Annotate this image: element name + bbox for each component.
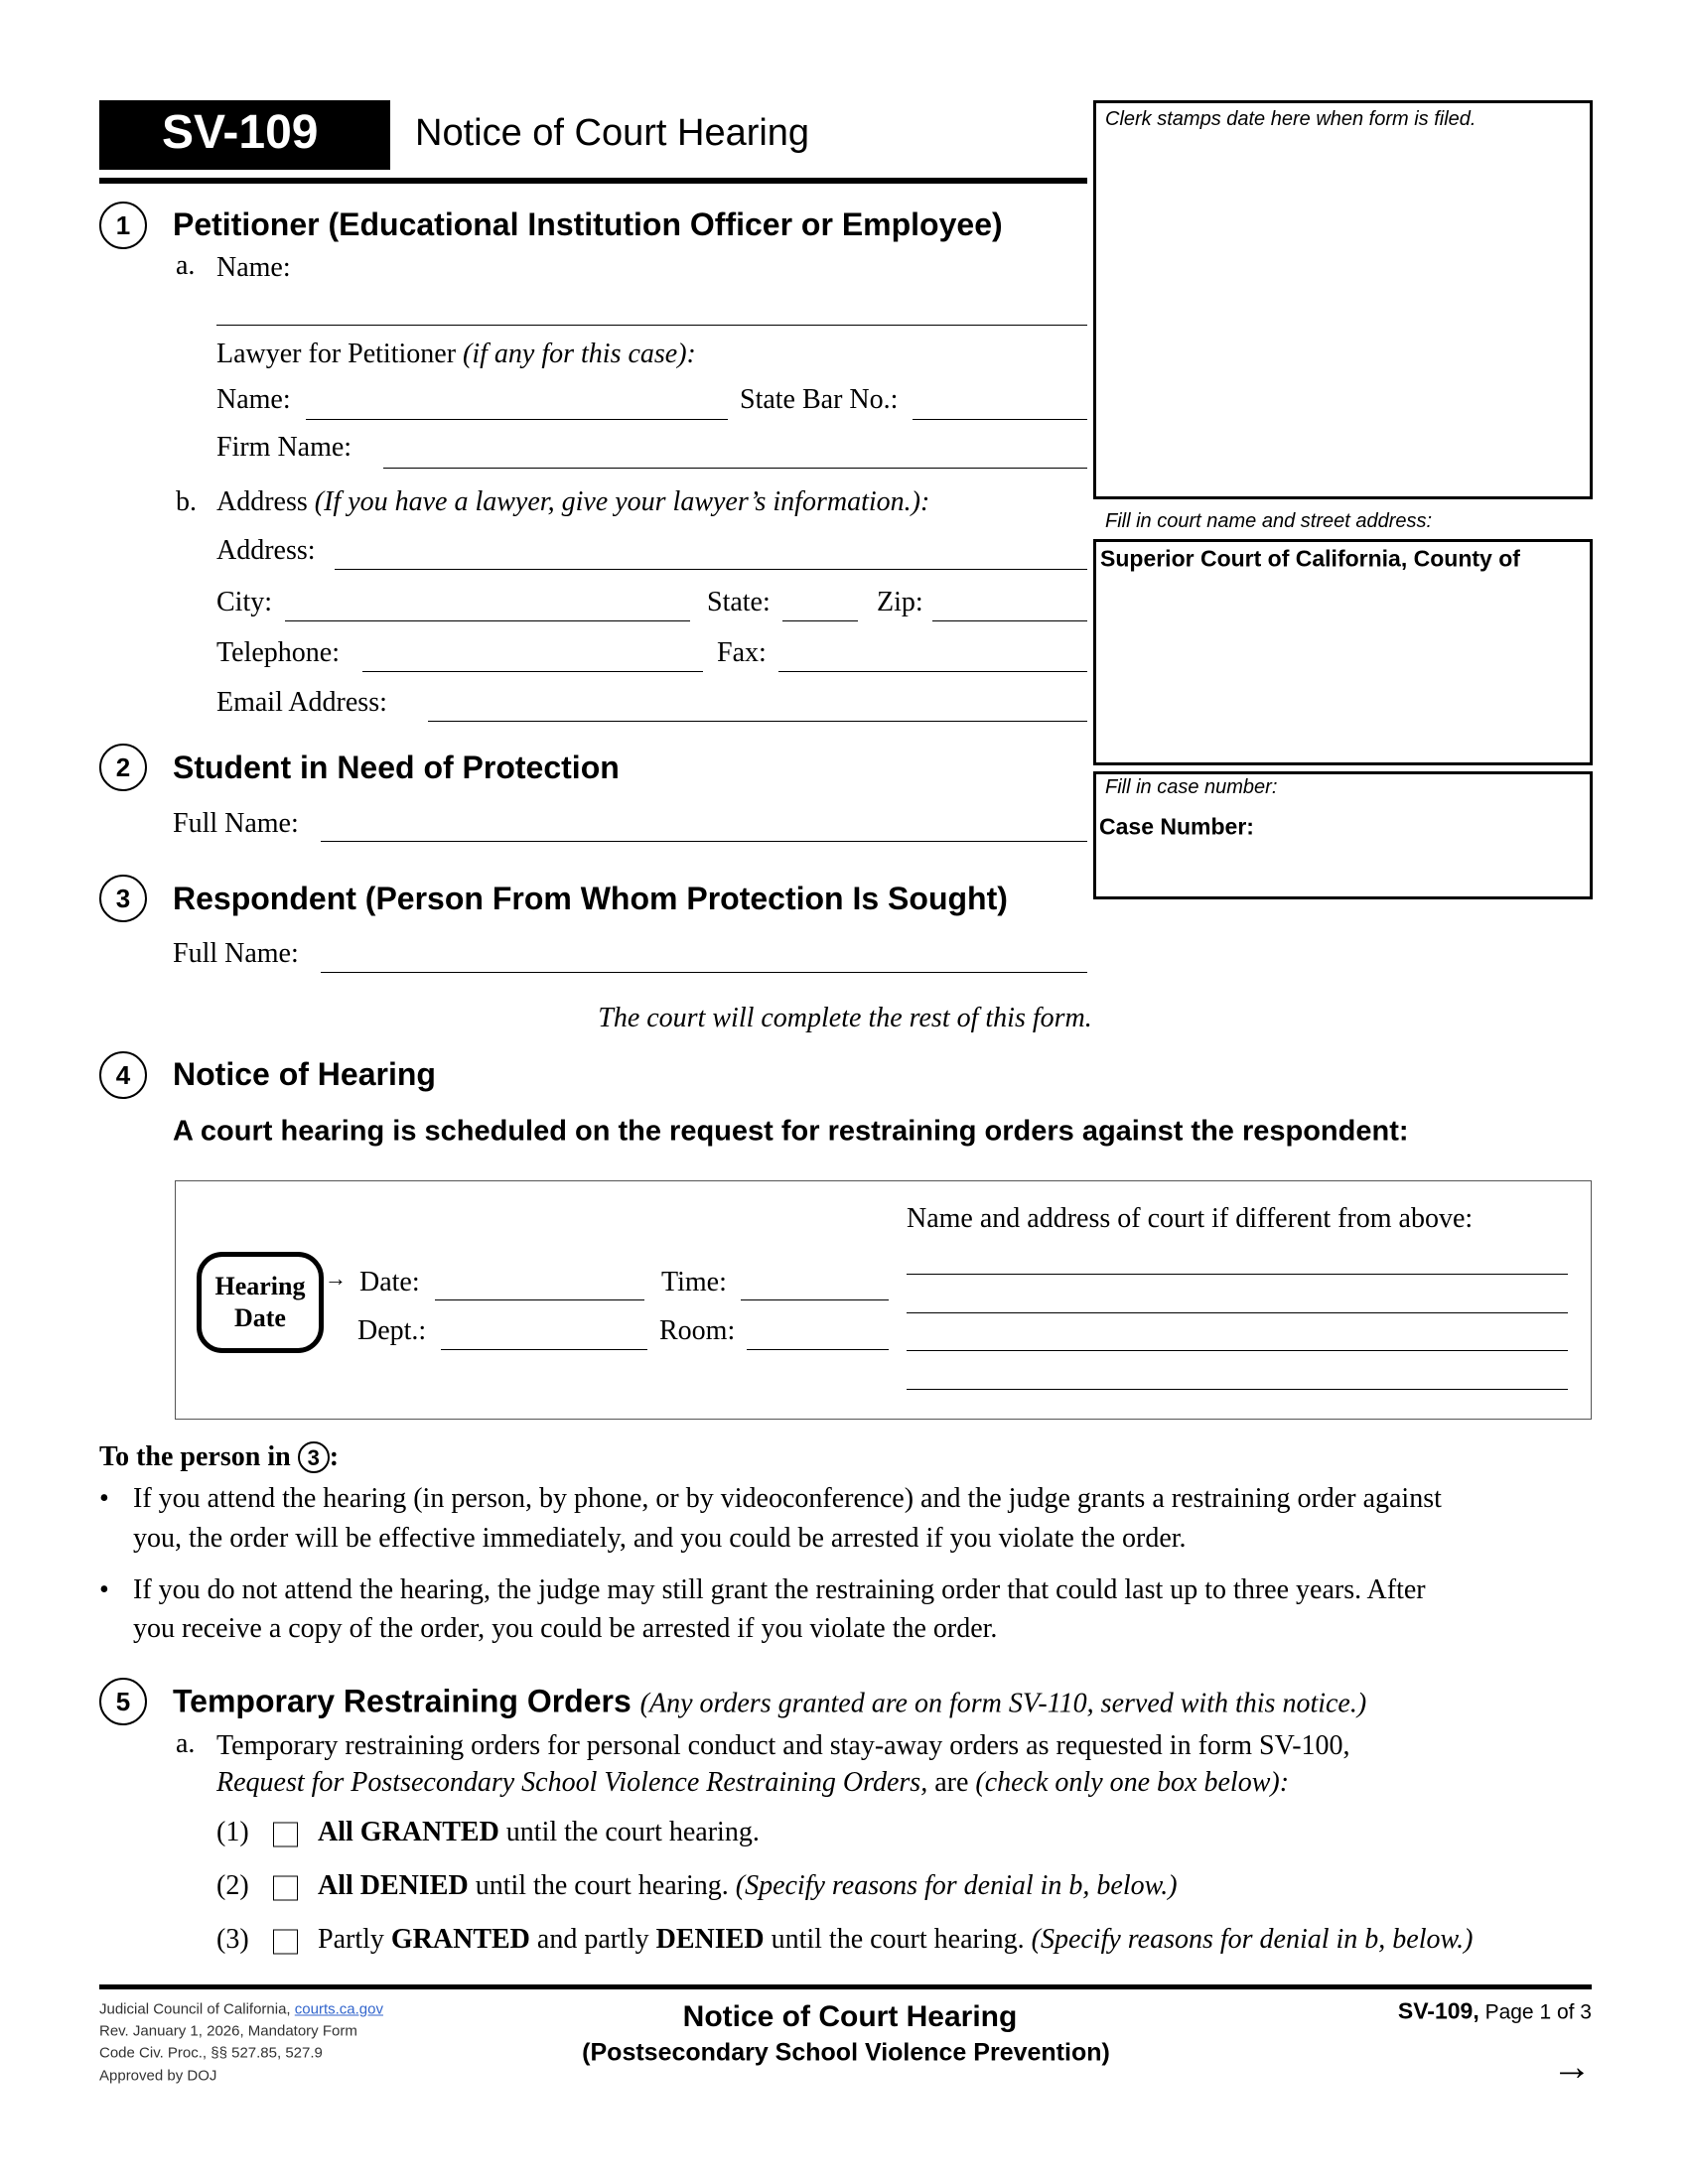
all-denied: All DENIED — [318, 1870, 469, 1901]
all-granted: All GRANTED — [318, 1817, 499, 1847]
hearing-date-badge — [197, 1252, 324, 1353]
hearing-room-label: Room: — [659, 1315, 736, 1346]
footer-subtitle: (Postsecondary School Violence Prevention) — [582, 2038, 1110, 2067]
bullet-1-line-2: you, the order will be effective immediately, and you could be arrested if you violate the order. — [133, 1523, 1187, 1554]
hearing-time-field[interactable] — [741, 1299, 889, 1300]
page-of: Page 1 of 3 — [1478, 2000, 1592, 2024]
lawyer-text: Lawyer for Petitioner — [216, 339, 464, 369]
state-label: State: — [707, 587, 771, 617]
state-field[interactable] — [782, 620, 858, 621]
section-3-number: 3 — [99, 875, 147, 922]
option-3-checkbox[interactable] — [273, 1930, 298, 1955]
address-note: (If you have a lawyer, give your lawyer’s information.): — [314, 486, 930, 517]
section-2-title: Student in Need of Protection — [173, 750, 620, 785]
footer-form-id: SV-109, — [1397, 1997, 1479, 2024]
section-1-number: 1 — [99, 202, 147, 249]
clerk-stamp-label: Clerk stamps date here when form is filed. — [1105, 108, 1477, 130]
other-court-label: Name and address of court if different from above: — [907, 1203, 1474, 1234]
form-id: SV-109 — [162, 106, 319, 159]
footer-line-1 — [99, 2002, 383, 2017]
hearing-room-field[interactable] — [747, 1349, 889, 1350]
bullet-2-line-1: If you do not attend the hearing, the judge may still grant the restraining order that could last up to three years. After — [133, 1574, 1426, 1605]
case-number-label: Case Number: — [1099, 813, 1254, 840]
to-person-colon: : — [329, 1441, 340, 1472]
to-person-text: To the person in — [99, 1441, 291, 1472]
next-page-arrow-icon[interactable]: → — [1552, 2045, 1592, 2089]
address-heading-text: Address — [216, 486, 315, 517]
state-bar-label: State Bar No.: — [740, 384, 899, 415]
hearing-time-label: Time: — [661, 1267, 727, 1297]
court-box-label: Fill in court name and street address: — [1105, 510, 1433, 532]
title-rule — [99, 178, 1087, 184]
option-1-label — [318, 1819, 760, 1846]
lawyer-name-field[interactable] — [306, 419, 728, 420]
court-completes-note: The court will complete the rest of this form. — [598, 1003, 1092, 1033]
telephone-field[interactable] — [362, 671, 703, 672]
option-3-note: (Specify reasons for denial in b, below.) — [1031, 1924, 1474, 1955]
zip-field[interactable] — [932, 620, 1087, 621]
footer-line-2: Rev. January 1, 2026, Mandatory Form — [99, 2022, 357, 2040]
email-label: Email Address: — [216, 687, 387, 718]
email-field[interactable] — [428, 721, 1087, 722]
court-name-field[interactable] — [1093, 539, 1593, 765]
and-partly-text: and partly — [529, 1924, 656, 1955]
to-person-heading — [99, 1441, 339, 1473]
granted-bold: GRANTED — [390, 1924, 530, 1955]
address-label: Address: — [216, 535, 316, 566]
state-bar-field[interactable] — [913, 419, 1087, 420]
other-court-line-4[interactable] — [907, 1389, 1568, 1390]
court-name-value: Superior Court of California, County of — [1100, 545, 1520, 572]
partly-text: Partly — [318, 1924, 391, 1955]
lawyer-name-label: Name: — [216, 384, 291, 415]
section-5-number: 5 — [99, 1678, 147, 1725]
arrow-icon: → — [325, 1266, 347, 1291]
are-text: are — [927, 1767, 976, 1798]
option-1-checkbox[interactable] — [273, 1823, 298, 1847]
section-2-number: 2 — [99, 744, 147, 791]
section-5-title — [173, 1683, 1367, 1719]
clerk-stamp-box — [1093, 100, 1593, 499]
bullet-dot: • — [99, 1483, 109, 1514]
lawyer-label — [216, 341, 696, 368]
student-name-label: Full Name: — [173, 808, 299, 839]
footer-rule — [99, 1984, 1592, 1989]
denied-bold: DENIED — [655, 1924, 765, 1955]
page-number — [1397, 1997, 1592, 2024]
zip-label: Zip: — [877, 587, 923, 617]
other-court-line-1[interactable] — [907, 1274, 1568, 1275]
student-name-field[interactable] — [321, 841, 1087, 842]
item-a-label: a. — [176, 250, 196, 281]
section-1-title: Petitioner (Educational Institution Officer or Employee) — [173, 206, 1003, 242]
city-label: City: — [216, 587, 273, 617]
badge-line-1: Hearing — [214, 1271, 306, 1300]
footer-line-3: Code Civ. Proc., §§ 527.85, 527.9 — [99, 2044, 323, 2062]
case-box-label: Fill in case number: — [1105, 776, 1278, 798]
option-3-number: (3) — [216, 1924, 249, 1955]
item-5a-label: a. — [176, 1728, 196, 1759]
hearing-date-label: Date: — [359, 1267, 420, 1297]
hearing-dept-label: Dept.: — [357, 1315, 427, 1346]
option-2-label — [318, 1872, 1178, 1900]
bullet-2-line-2: you receive a copy of the order, you could be arrested if you violate the order. — [133, 1613, 998, 1644]
section-5-title-text: Temporary Restraining Orders — [173, 1683, 640, 1719]
option-2-text: until the court hearing. — [468, 1870, 736, 1901]
option-2-checkbox[interactable] — [273, 1876, 298, 1901]
badge-line-2: Date — [234, 1303, 286, 1332]
courts-link[interactable]: courts.ca.gov — [294, 2000, 383, 2018]
hearing-date-field[interactable] — [435, 1299, 644, 1300]
council-text: Judicial Council of California, — [99, 2000, 295, 2018]
option-1-number: (1) — [216, 1817, 249, 1847]
form-sv100-title: Request for Postsecondary School Violence Restraining Orders, — [216, 1767, 928, 1798]
petitioner-name-field[interactable] — [216, 325, 1087, 326]
firm-name-field[interactable] — [383, 468, 1087, 469]
item-5a-line-1: Temporary restraining orders for personal conduct and stay-away orders as requested in form SV-100, — [216, 1730, 1350, 1761]
item-5a-line-2 — [216, 1769, 1289, 1797]
address-field[interactable] — [335, 569, 1087, 570]
page-title: Notice of Court Hearing — [415, 112, 810, 154]
bullet-1-line-1: If you attend the hearing (in person, by phone, or by videoconference) and the judge grants a restraining order against — [133, 1483, 1442, 1514]
footer-line-4: Approved by DOJ — [99, 2067, 217, 2085]
option-3-label — [318, 1926, 1473, 1954]
telephone-label: Telephone: — [216, 637, 340, 668]
option-2-note: (Specify reasons for denial in b, below.) — [735, 1870, 1178, 1901]
section-3-ref: 3 — [298, 1441, 330, 1473]
option-3-text: until the court hearing. — [764, 1924, 1032, 1955]
check-one-note: (check only one box below): — [975, 1767, 1290, 1798]
other-court-line-2[interactable] — [907, 1312, 1568, 1313]
respondent-name-field[interactable] — [321, 972, 1087, 973]
petitioner-name-label: Name: — [216, 252, 291, 283]
address-heading — [216, 488, 929, 516]
section-5-note: (Any orders granted are on form SV-110, served with this notice.) — [639, 1688, 1367, 1719]
firm-name-label: Firm Name: — [216, 432, 352, 463]
item-b-label: b. — [176, 486, 197, 517]
hearing-dept-field[interactable] — [441, 1349, 647, 1350]
fax-label: Fax: — [717, 637, 767, 668]
footer-title: Notice of Court Hearing — [682, 2000, 1018, 2033]
city-field[interactable] — [285, 620, 690, 621]
option-1-text: until the court hearing. — [498, 1817, 760, 1847]
section-3-title: Respondent (Person From Whom Protection Is Sought) — [173, 881, 1008, 916]
respondent-name-label: Full Name: — [173, 938, 299, 969]
lawyer-note: (if any for this case): — [463, 339, 696, 369]
bullet-dot: • — [99, 1574, 109, 1605]
other-court-line-3[interactable] — [907, 1350, 1568, 1351]
section-4-subtitle: A court hearing is scheduled on the request for restraining orders against the respondent: — [173, 1115, 1409, 1148]
fax-field[interactable] — [778, 671, 1087, 672]
section-4-title: Notice of Hearing — [173, 1056, 436, 1092]
section-4-number: 4 — [99, 1051, 147, 1099]
option-2-number: (2) — [216, 1870, 249, 1901]
